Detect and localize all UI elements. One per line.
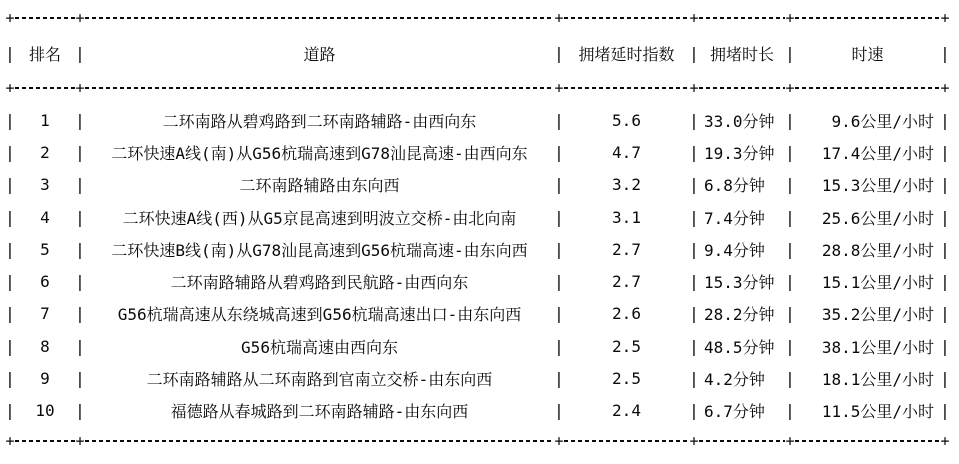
border-dash [15, 17, 75, 19]
column-separator: | [940, 304, 950, 324]
column-separator: | [554, 110, 564, 130]
column-separator: | [689, 207, 699, 227]
speed-cell: 9.6公里/小时 [831, 111, 934, 131]
speed-cell: 28.8公里/小时 [821, 240, 934, 260]
table-row [5, 169, 959, 201]
border-cross: + [5, 9, 15, 27]
border-dash [85, 17, 554, 19]
speed-cell: 11.5公里/小时 [821, 402, 934, 422]
table-row [5, 298, 959, 330]
road-cell: 二环南路辅路由东向西 [239, 176, 400, 196]
rank-cell: 9 [40, 369, 50, 389]
column-separator: | [940, 336, 950, 356]
rank-cell: 2 [40, 142, 50, 162]
column-separator: | [785, 369, 795, 389]
duration-cell: 19.3分钟 [704, 143, 775, 163]
column-separator: | [554, 43, 564, 63]
road-cell: 二环快速A线(西)从G5京昆高速到明波立交桥-由北向南 [122, 208, 517, 228]
speed-cell: 25.6公里/小时 [821, 208, 934, 228]
header-rank: 排名 [28, 44, 61, 64]
border-dash [795, 17, 940, 19]
column-separator: | [689, 142, 699, 162]
column-separator: | [5, 110, 15, 130]
speed-cell: 17.4公里/小时 [821, 143, 934, 163]
column-separator: | [785, 272, 795, 292]
column-separator: | [75, 110, 85, 130]
column-separator: | [689, 272, 699, 292]
column-separator: | [940, 110, 950, 130]
border-dash [564, 87, 689, 89]
column-separator: | [75, 369, 85, 389]
column-separator: | [785, 401, 795, 421]
column-separator: | [554, 142, 564, 162]
speed-cell: 15.3公里/小时 [821, 176, 934, 196]
border-cross: + [5, 79, 15, 97]
delay-index-cell: 2.6 [612, 304, 641, 324]
road-cell: 二环南路辅路从碧鸡路到民航路-由西向东 [170, 273, 469, 293]
border-cross: + [554, 9, 564, 27]
border-cross: + [554, 79, 564, 97]
column-separator: | [75, 142, 85, 162]
border-dash [564, 17, 689, 19]
column-separator: | [5, 175, 15, 195]
column-separator: | [785, 336, 795, 356]
road-cell: 二环快速A线(南)从G56杭瑞高速到G78汕昆高速-由西向东 [111, 143, 528, 163]
speed-cell: 15.1公里/小时 [821, 273, 934, 293]
road-cell: G56杭瑞高速从东绕城高速到G56杭瑞高速出口-由东向西 [117, 305, 522, 325]
column-separator: | [785, 239, 795, 259]
table-row [5, 201, 959, 233]
delay-index-cell: 2.5 [612, 336, 641, 356]
table-row [5, 265, 959, 297]
rank-cell: 5 [40, 239, 50, 259]
delay-index-cell: 3.2 [612, 175, 641, 195]
border-dash [85, 87, 554, 89]
duration-cell: 4.2分钟 [704, 370, 765, 390]
duration-cell: 28.2分钟 [704, 305, 775, 325]
border-dash [699, 17, 785, 19]
border-cross: + [554, 431, 564, 450]
header-delay-index: 拥堵延时指数 [578, 44, 675, 64]
header-road: 道路 [303, 44, 336, 64]
border-cross: + [940, 431, 950, 450]
border-dash [795, 440, 940, 442]
delay-index-cell: 2.4 [612, 401, 641, 421]
column-separator: | [689, 110, 699, 130]
border-cross: + [785, 9, 795, 27]
column-separator: | [554, 401, 564, 421]
rank-cell: 6 [40, 272, 50, 292]
duration-cell: 33.0分钟 [704, 111, 775, 131]
column-separator: | [554, 304, 564, 324]
road-cell: 福德路从春城路到二环南路辅路-由东向西 [170, 402, 469, 422]
column-separator: | [554, 175, 564, 195]
column-separator: | [75, 43, 85, 63]
speed-cell: 38.1公里/小时 [821, 337, 934, 357]
border-cross: + [940, 79, 950, 97]
table-row [5, 330, 959, 362]
column-separator: | [75, 304, 85, 324]
header-speed: 时速 [851, 44, 884, 64]
table-row [5, 136, 959, 168]
column-separator: | [5, 207, 15, 227]
border-cross: + [689, 431, 699, 450]
table-row [5, 362, 959, 394]
column-separator: | [75, 207, 85, 227]
border-cross: + [785, 79, 795, 97]
column-separator: | [75, 336, 85, 356]
duration-cell: 9.4分钟 [704, 240, 765, 260]
column-separator: | [554, 239, 564, 259]
table-border-top [5, 11, 959, 25]
column-separator: | [689, 336, 699, 356]
column-separator: | [5, 304, 15, 324]
column-separator: | [689, 401, 699, 421]
column-separator: | [75, 239, 85, 259]
duration-cell: 48.5分钟 [704, 337, 775, 357]
duration-cell: 7.4分钟 [704, 208, 765, 228]
column-separator: | [940, 175, 950, 195]
delay-index-cell: 2.7 [612, 239, 641, 259]
border-dash [15, 440, 75, 442]
column-separator: | [940, 401, 950, 421]
border-cross: + [75, 431, 85, 450]
rank-cell: 4 [40, 207, 50, 227]
road-cell: 二环南路从碧鸡路到二环南路辅路-由西向东 [162, 111, 477, 131]
column-separator: | [785, 142, 795, 162]
border-cross: + [75, 79, 85, 97]
border-cross: + [785, 431, 795, 450]
border-cross: + [5, 431, 15, 450]
delay-index-cell: 3.1 [612, 207, 641, 227]
table-row [5, 233, 959, 265]
border-dash [699, 87, 785, 89]
column-separator: | [940, 272, 950, 292]
delay-index-cell: 5.6 [612, 110, 641, 130]
header-duration: 拥堵时长 [709, 44, 774, 64]
column-separator: | [940, 207, 950, 227]
border-cross: + [75, 9, 85, 27]
duration-cell: 6.7分钟 [704, 402, 765, 422]
column-separator: | [785, 110, 795, 130]
road-cell: G56杭瑞高速由西向东 [241, 337, 398, 357]
rank-cell: 3 [40, 175, 50, 195]
border-dash [699, 440, 785, 442]
delay-index-cell: 4.7 [612, 142, 641, 162]
column-separator: | [940, 43, 950, 63]
column-separator: | [5, 142, 15, 162]
table-body [0, 95, 959, 434]
column-separator: | [940, 369, 950, 389]
rank-cell: 8 [40, 336, 50, 356]
border-dash [85, 440, 554, 442]
column-separator: | [5, 43, 15, 63]
column-separator: | [554, 272, 564, 292]
duration-cell: 15.3分钟 [704, 273, 775, 293]
column-separator: | [75, 175, 85, 195]
column-separator: | [5, 369, 15, 389]
column-separator: | [689, 369, 699, 389]
border-cross: + [940, 9, 950, 27]
border-cross: + [689, 79, 699, 97]
column-separator: | [5, 239, 15, 259]
speed-cell: 18.1公里/小时 [821, 370, 934, 390]
column-separator: | [554, 336, 564, 356]
column-separator: | [5, 336, 15, 356]
column-separator: | [785, 304, 795, 324]
rank-cell: 7 [40, 304, 50, 324]
column-separator: | [689, 304, 699, 324]
column-separator: | [940, 142, 950, 162]
road-cell: 二环快速B线(南)从G78汕昆高速到G56杭瑞高速-由东向西 [111, 240, 528, 260]
table-header-row [5, 25, 959, 81]
column-separator: | [75, 272, 85, 292]
table-border-middle [5, 81, 959, 95]
column-separator: | [689, 239, 699, 259]
column-separator: | [75, 401, 85, 421]
delay-index-cell: 2.7 [612, 272, 641, 292]
column-separator: | [554, 369, 564, 389]
rank-cell: 10 [35, 401, 55, 421]
column-separator: | [5, 272, 15, 292]
table-border-bottom [5, 431, 959, 450]
border-cross: + [689, 9, 699, 27]
speed-cell: 35.2公里/小时 [821, 305, 934, 325]
column-separator: | [5, 401, 15, 421]
table-row [5, 104, 959, 136]
column-separator: | [940, 239, 950, 259]
road-cell: 二环南路辅路从二环南路到官南立交桥-由东向西 [146, 370, 493, 390]
duration-cell: 6.8分钟 [704, 176, 765, 196]
column-separator: | [785, 43, 795, 63]
column-separator: | [554, 207, 564, 227]
delay-index-cell: 2.5 [612, 369, 641, 389]
column-separator: | [689, 43, 699, 63]
column-separator: | [785, 207, 795, 227]
border-dash [564, 440, 689, 442]
rank-cell: 1 [40, 110, 50, 130]
column-separator: | [785, 175, 795, 195]
column-separator: | [689, 175, 699, 195]
table-row [5, 395, 959, 427]
border-dash [795, 87, 940, 89]
border-dash [15, 87, 75, 89]
